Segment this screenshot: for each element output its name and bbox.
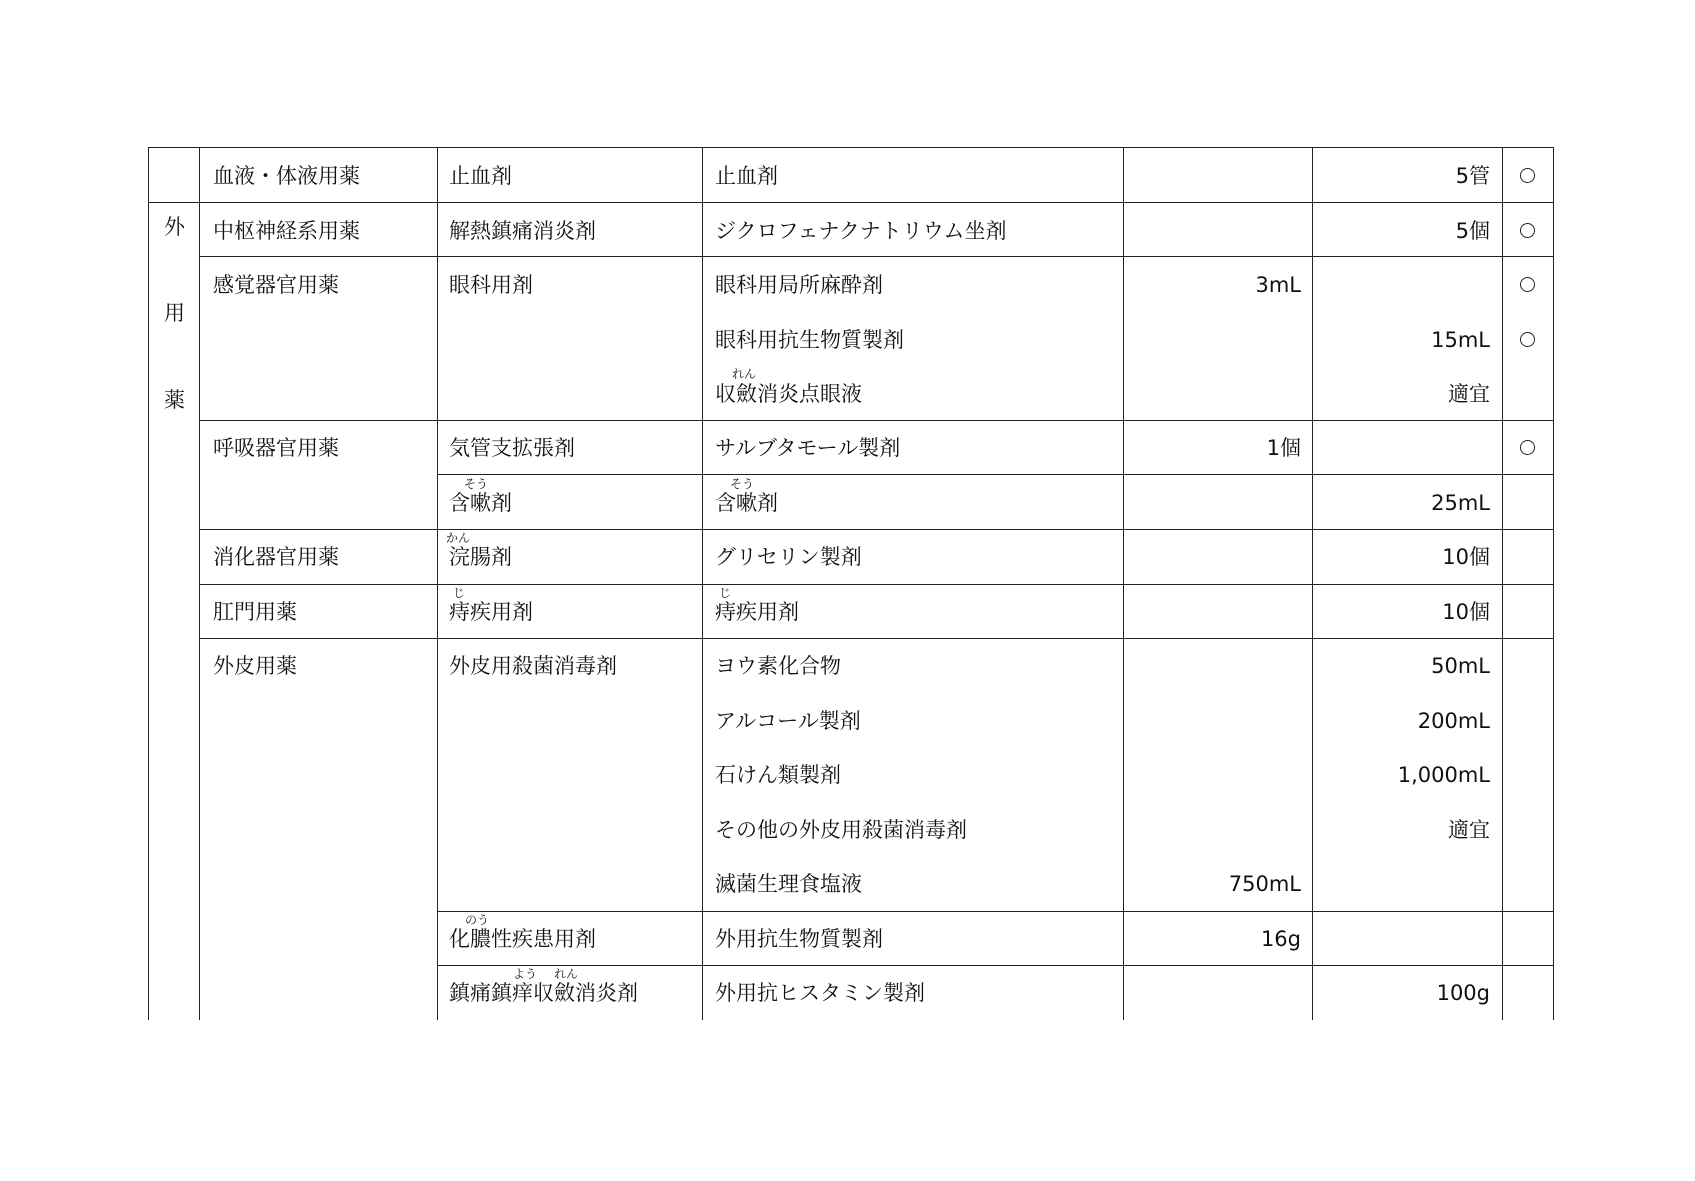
category-cell: 中枢神経系用薬	[213, 219, 360, 243]
ruby-annotation: かん	[446, 531, 471, 545]
quantity-a-cell: 3mL	[1255, 273, 1301, 297]
quantity-b-cell: 5個	[1455, 219, 1490, 243]
item-cell: 収斂消炎点眼液	[715, 382, 862, 406]
subcategory-cell: 鎮痛鎮痒収斂消炎剤	[449, 981, 638, 1005]
circle-mark	[1520, 277, 1535, 292]
quantity-b-cell: 200mL	[1417, 709, 1490, 733]
table-rule	[1553, 147, 1554, 1020]
subcategory-cell: 眼科用剤	[449, 273, 533, 297]
circle-mark	[1520, 223, 1535, 238]
quantity-b-cell: 適宜	[1448, 382, 1490, 406]
subcategory-cell: 外皮用殺菌消毒剤	[449, 654, 617, 678]
subcategory-cell: 化膿性疾患用剤	[449, 927, 596, 951]
table-rule	[437, 965, 1553, 966]
ruby-annotation: れん	[732, 367, 757, 381]
table-rule	[437, 474, 1553, 475]
item-cell: 滅菌生理食塩液	[715, 872, 862, 896]
table-rule	[199, 584, 1553, 585]
item-cell: サルブタモール製剤	[715, 436, 901, 460]
quantity-b-cell: 1,000mL	[1397, 763, 1490, 787]
ruby-annotation: よう	[513, 967, 538, 981]
ruby-annotation: じ	[719, 586, 732, 600]
table-rule	[1312, 147, 1313, 1020]
category-cell: 呼吸器官用薬	[213, 436, 339, 460]
subcategory-cell: 止血剤	[449, 164, 512, 188]
subcategory-cell: 痔疾用剤	[449, 600, 533, 624]
item-cell: 外用抗生物質製剤	[715, 927, 883, 951]
table-rule	[199, 420, 1553, 421]
table-rule	[199, 256, 1553, 257]
table-rule	[199, 147, 200, 1020]
item-cell: 含嗽剤	[715, 491, 778, 515]
item-cell: 外用抗ヒスタミン製剤	[715, 981, 925, 1005]
circle-mark	[1520, 440, 1535, 455]
quantity-b-cell: 50mL	[1431, 654, 1490, 678]
ruby-annotation: そう	[464, 477, 489, 491]
ruby-annotation: じ	[453, 586, 466, 600]
quantity-a-cell: 16g	[1260, 927, 1301, 951]
item-cell: ヨウ素化合物	[715, 654, 841, 678]
quantity-a-cell: 1個	[1266, 436, 1301, 460]
circle-mark	[1520, 332, 1535, 347]
group-label-char: 用	[164, 301, 185, 325]
item-cell: 痔疾用剤	[715, 600, 799, 624]
item-cell: 止血剤	[715, 164, 778, 188]
category-cell: 血液・体液用薬	[213, 164, 360, 188]
quantity-b-cell: 100g	[1436, 981, 1490, 1005]
quantity-b-cell: 5管	[1455, 164, 1490, 188]
quantity-b-cell: 10個	[1442, 545, 1490, 569]
subcategory-cell: 解熱鎮痛消炎剤	[449, 219, 596, 243]
quantity-b-cell: 15mL	[1431, 328, 1490, 352]
subcategory-cell: 含嗽剤	[449, 491, 512, 515]
item-cell: グリセリン製剤	[715, 545, 862, 569]
item-cell: ジクロフェナクナトリウム坐剤	[715, 219, 1007, 243]
item-cell: 石けん類製剤	[715, 763, 841, 787]
subcategory-cell: 気管支拡張剤	[449, 436, 575, 460]
category-cell: 肛門用薬	[213, 600, 297, 624]
ruby-annotation: そう	[730, 477, 755, 491]
item-cell: 眼科用抗生物質製剤	[715, 328, 904, 352]
quantity-a-cell: 750mL	[1228, 872, 1301, 896]
table-rule	[702, 147, 703, 1020]
item-cell: 眼科用局所麻酔剤	[715, 273, 883, 297]
table-rule	[148, 202, 1553, 203]
table-rule	[148, 147, 1553, 148]
ruby-annotation: のう	[465, 913, 490, 927]
quantity-b-cell: 25mL	[1431, 491, 1490, 515]
group-label-char: 薬	[164, 388, 185, 412]
table-rule	[437, 147, 438, 1020]
table-rule	[199, 529, 1553, 530]
item-cell: その他の外皮用殺菌消毒剤	[715, 818, 967, 842]
ruby-annotation: れん	[554, 967, 579, 981]
table-rule	[1502, 147, 1503, 1020]
quantity-b-cell: 10個	[1442, 600, 1490, 624]
category-cell: 消化器官用薬	[213, 545, 339, 569]
subcategory-cell: 浣腸剤	[449, 545, 512, 569]
category-cell: 感覚器官用薬	[213, 273, 339, 297]
table-rule	[148, 147, 149, 1020]
table-rule	[437, 911, 1553, 912]
item-cell: アルコール製剤	[715, 709, 861, 733]
table-rule	[199, 638, 1553, 639]
circle-mark	[1520, 168, 1535, 183]
quantity-b-cell: 適宜	[1448, 818, 1490, 842]
category-cell: 外皮用薬	[213, 654, 297, 678]
group-label-char: 外	[164, 215, 185, 239]
